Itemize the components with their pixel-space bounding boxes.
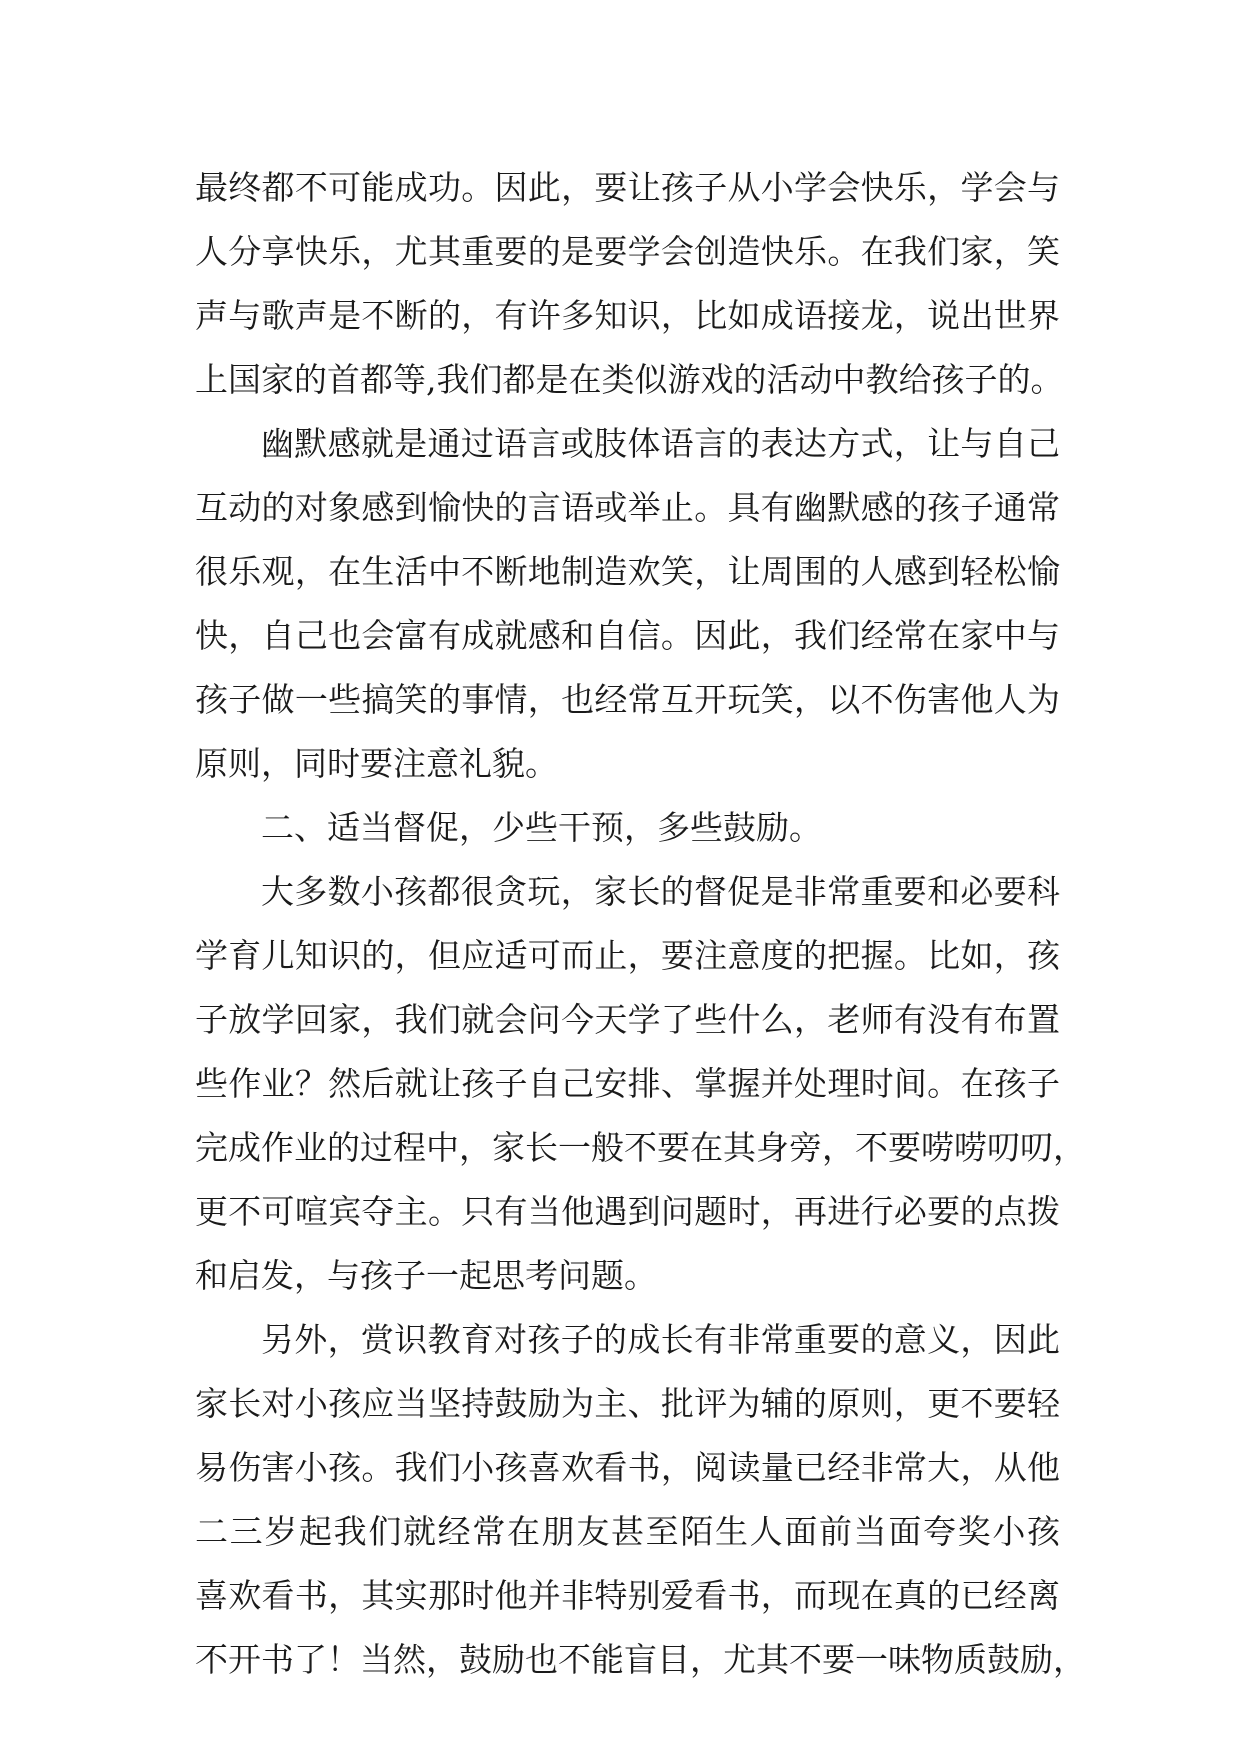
- text-line: 最终都不可能成功。因此，要让孩子从小学会快乐，学会与: [195, 168, 1060, 207]
- text-line: 学育儿知识的，但应适可而止，要注意度的把握。比如，孩: [195, 936, 1060, 975]
- text-line: 快，自己也会富有成就感和自信。因此，我们经常在家中与: [195, 616, 1060, 655]
- text-line: 很乐观，在生活中不断地制造欢笑，让周围的人感到轻松愉: [195, 552, 1060, 591]
- text-line: 互动的对象感到愉快的言语或举止。具有幽默感的孩子通常: [195, 488, 1060, 527]
- text-line: 原则，同时要注意礼貌。: [195, 744, 558, 783]
- text-line: 幽默感就是通过语言或肢体语言的表达方式，让与自己: [261, 424, 1060, 463]
- text-line: 人分享快乐，尤其重要的是要学会创造快乐。在我们家，笑: [195, 232, 1060, 271]
- text-line: 易伤害小孩。我们小孩喜欢看书，阅读量已经非常大，从他: [195, 1448, 1060, 1487]
- text-line: 家长对小孩应当坚持鼓励为主、批评为辅的原则，更不要轻: [195, 1384, 1060, 1423]
- text-line: 更不可喧宾夺主。只有当他遇到问题时，再进行必要的点拨: [195, 1192, 1060, 1231]
- text-line: 不开书了！当然，鼓励也不能盲目，尤其不要一味物质鼓励，: [195, 1640, 1086, 1679]
- text-line: 喜欢看书，其实那时他并非特别爱看书，而现在真的已经离: [195, 1576, 1060, 1615]
- section-heading: 二、适当督促，少些干预，多些鼓励。: [261, 808, 822, 847]
- text-line: 完成作业的过程中，家长一般不要在其身旁，不要唠唠叨叨，: [195, 1128, 1086, 1167]
- text-line: 上国家的首都等,我们都是在类似游戏的活动中教给孩子的。: [195, 360, 1064, 399]
- text-line: 子放学回家，我们就会问今天学了些什么，老师有没有布置: [195, 1000, 1060, 1039]
- text-line: 二三岁起我们就经常在朋友甚至陌生人面前当面夸奖小孩: [195, 1512, 1060, 1551]
- text-line: 声与歌声是不断的，有许多知识，比如成语接龙，说出世界: [195, 296, 1060, 335]
- text-line: 另外，赏识教育对孩子的成长有非常重要的意义，因此: [261, 1320, 1060, 1359]
- text-line: 大多数小孩都很贪玩，家长的督促是非常重要和必要科: [261, 872, 1060, 911]
- text-line: 孩子做一些搞笑的事情，也经常互开玩笑，以不伤害他人为: [195, 680, 1060, 719]
- text-line: 些作业？然后就让孩子自己安排、掌握并处理时间。在孩子: [195, 1064, 1060, 1103]
- text-line: 和启发，与孩子一起思考问题。: [195, 1256, 657, 1295]
